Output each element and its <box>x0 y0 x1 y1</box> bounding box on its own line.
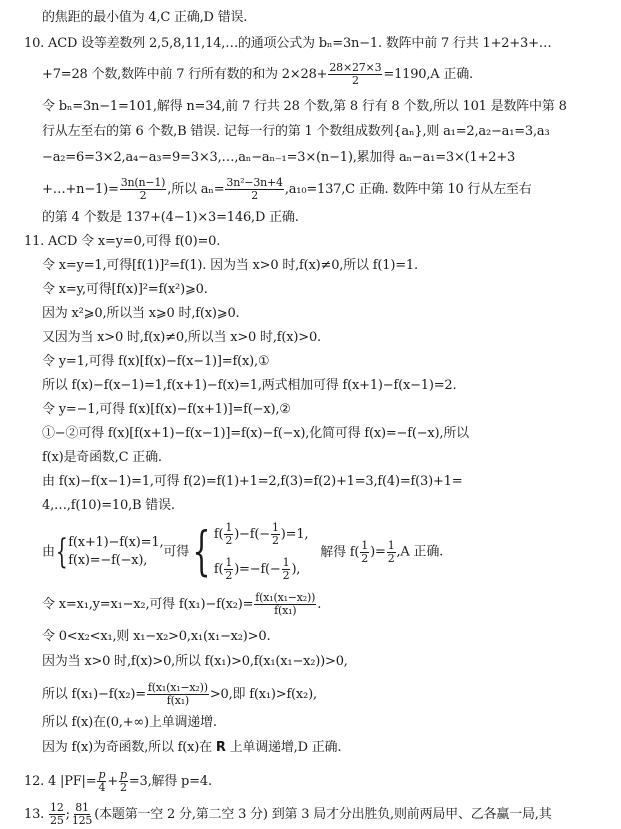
text-line: 令 y=1,可得 f(x)[f(x)−f(x−1)]=f(x),① <box>42 354 270 369</box>
text-segment: )−f(− <box>234 527 270 542</box>
denominator: 2 <box>225 569 233 582</box>
text-line: 所以 f(x)−f(x−1)=1,f(x+1)−f(x)=1,两式相加可得 f(x+1)−f(x−1)=2. <box>42 378 457 393</box>
fraction <box>271 522 280 547</box>
denominator: 2 <box>120 781 127 794</box>
denominator: 2 <box>387 551 395 565</box>
numerator: p <box>98 768 106 781</box>
question-12 <box>24 769 212 794</box>
text-line <box>42 740 341 756</box>
system-right <box>214 522 308 582</box>
numerator: 3n(n−1) <box>120 176 166 189</box>
text-line: 令 x=y=1,可得[f(1)]²=f(1). 因为当 x>0 时,f(x)≠0,所以 f(1)=1. <box>42 258 418 273</box>
text-line: 所以 f(x)在(0,+∞)上单调递增. <box>42 715 217 730</box>
text-segment: ,a₁₀=137,C 正确. 数阵中第 10 行从左至右 <box>284 182 532 197</box>
fraction <box>147 682 209 707</box>
text-line: 令 y=−1,可得 f(x)[f(x)−f(x+1)]=f(−x),② <box>42 402 291 417</box>
text-line: 令 0<x₂<x₁,则 x₁−x₂>0,x₁(x₁−x₂)>0. <box>42 629 271 644</box>
text-line: 由 f(x)−f(x−1)=1,可得 f(2)=f(1)+1=2,f(3)=f(2)+1=3,f(4)=f(3)+1= <box>42 474 463 489</box>
fraction <box>119 769 128 794</box>
equation-system <box>42 522 443 582</box>
fraction <box>224 522 233 547</box>
denominator: 2 <box>271 534 279 547</box>
text-line: 令 bₙ=3n−1=101,解得 n=34,前 7 行共 28 个数,第 8 行有 8 个数,所以 101 是数阵中第 8 <box>42 99 567 114</box>
text-line: 因为 x²⩾0,所以当 x⩾0 时,f(x)⩾0. <box>42 306 240 321</box>
left-brace-icon: { <box>55 532 68 572</box>
numerator: 1 <box>225 556 233 569</box>
denominator: 2 <box>139 189 147 202</box>
text-segment: (本题第一空 2 分,第二空 3 分) 到第 3 局才分出胜负,则前两局甲、乙各赢一局,其 <box>94 807 552 822</box>
denominator: 2 <box>225 534 233 547</box>
text-segment: =1190,A 正确. <box>383 67 473 82</box>
denominator: f(x₁) <box>166 694 190 707</box>
numerator: 1 <box>282 556 290 569</box>
fraction <box>254 592 316 617</box>
text-segment: =3,解得 p=4. <box>128 774 212 789</box>
text-segment: 13. <box>24 807 49 822</box>
text-segment: )= <box>370 544 386 560</box>
fraction <box>97 769 106 794</box>
denominator: 4 <box>98 781 106 794</box>
fraction <box>71 802 93 827</box>
reals-symbol: R <box>215 740 226 755</box>
text-segment: f( <box>213 562 224 577</box>
text-segment: >0,即 f(x₁)>f(x₂), <box>209 687 317 702</box>
text-segment: )=1, <box>280 527 309 542</box>
text-line: f(x)是奇函数,C 正确. <box>42 450 162 465</box>
text-segment: 令 x=x₁,y=x₁−x₂,可得 f(x₁)−f(x₂)= <box>42 597 254 612</box>
fraction <box>120 177 167 202</box>
text-segment: f( <box>213 527 224 542</box>
numerator: 81 <box>75 801 89 814</box>
question-10-header: 10. ACD 设等差数列 2,5,8,11,14,…的通项公式为 bₙ=3n−1. 数阵中前 7 行共 1+2+3+… <box>24 36 552 51</box>
fraction <box>49 802 65 827</box>
text-line: 又因为当 x>0 时,f(x)≠0,所以当 x>0 时,f(x)>0. <box>42 330 321 345</box>
numerator: 3n²−3n+4 <box>226 176 283 189</box>
numerator: 1 <box>225 521 233 534</box>
left-brace-icon: { <box>192 522 211 582</box>
text-segment: ), <box>291 562 301 577</box>
text-line: 行从左至右的第 6 个数,B 错误. 记每一行的第 1 个数组成数列{aₙ},则 a₁=2,a₂−a₁=3,a₃ <box>42 124 550 139</box>
text-segment: 因为 f(x)为奇函数,所以 f(x)在 <box>42 740 216 755</box>
text-segment: )=−f(− <box>234 562 281 577</box>
denominator: 2 <box>361 551 369 565</box>
numerator: 1 <box>387 538 395 552</box>
equation <box>214 522 308 547</box>
question-11-header: 11. ACD 令 x=y=0,可得 f(0)=0. <box>24 234 221 249</box>
numerator: f(x₁(x₁−x₂)) <box>147 681 208 694</box>
text-segment: 上单调递增,D 正确. <box>225 740 342 755</box>
text-segment: . <box>317 597 322 612</box>
text-segment: 12. 4 |PF|= <box>24 774 97 789</box>
text-segment: 所以 f(x₁)−f(x₂)= <box>42 687 146 702</box>
fraction <box>360 540 369 565</box>
text-line <box>42 177 532 202</box>
fraction <box>225 177 283 202</box>
text-line: 的焦距的最小值为 4,C 正确,D 错误. <box>42 10 248 25</box>
numerator: 12 <box>50 801 64 814</box>
numerator: f(x₁(x₁−x₂)) <box>255 591 316 604</box>
text-segment: ,A 正确. <box>396 544 444 560</box>
equation: f(x)=−f(−x), <box>68 553 148 568</box>
denominator: 2 <box>282 569 290 582</box>
system-left <box>68 534 163 570</box>
denominator: f(x₁) <box>274 604 297 617</box>
fraction <box>224 557 233 582</box>
denominator: 125 <box>71 814 93 827</box>
equation: f(x+1)−f(x)=1, <box>68 535 164 550</box>
denominator: 2 <box>351 74 359 87</box>
text-segment: +…+n−1)= <box>42 182 119 197</box>
numerator: p <box>119 768 127 781</box>
text-segment: 由 <box>42 544 55 560</box>
question-13 <box>24 802 552 827</box>
text-line <box>42 62 473 87</box>
text-line: 因为当 x>0 时,f(x)>0,所以 f(x₁)>0,f(x₁(x₁−x₂))>0, <box>42 654 348 669</box>
text-segment: ,所以 aₙ= <box>167 182 225 197</box>
text-segment: 解得 f( <box>320 544 360 560</box>
text-line: 的第 4 个数是 137+(4−1)×3=146,D 正确. <box>42 210 299 225</box>
text-line <box>42 592 321 617</box>
text-line: −a₂=6=3×2,a₄−a₃=9=3×3,…,aₙ−aₙ₋₁=3×(n−1),累加得 aₙ−a₁=3×(1+2+3 <box>42 150 516 165</box>
fraction <box>282 557 291 582</box>
text-line: ①−②可得 f(x)[f(x+1)−f(x−1)]=f(x)−f(−x),化简可得 f(x)=−f(−x),所以 <box>42 426 469 441</box>
numerator: 1 <box>361 538 369 552</box>
numerator: 28×27×3 <box>329 61 382 74</box>
text-segment: + <box>107 774 118 789</box>
text-segment: 可得 <box>163 544 189 560</box>
equation <box>214 557 308 582</box>
text-segment: ; <box>65 807 70 822</box>
text-line: 令 x=y,可得[f(x)]²=f(x²)⩾0. <box>42 282 208 297</box>
denominator: 2 <box>251 189 259 202</box>
text-segment: +7=28 个数,数阵中前 7 行所有数的和为 2×28+ <box>42 67 328 82</box>
text-line: 4,…,f(10)=10,B 错误. <box>42 498 175 513</box>
fraction <box>387 540 396 565</box>
denominator: 25 <box>50 814 64 827</box>
text-line <box>42 682 317 707</box>
numerator: 1 <box>271 521 279 534</box>
fraction <box>328 62 382 87</box>
